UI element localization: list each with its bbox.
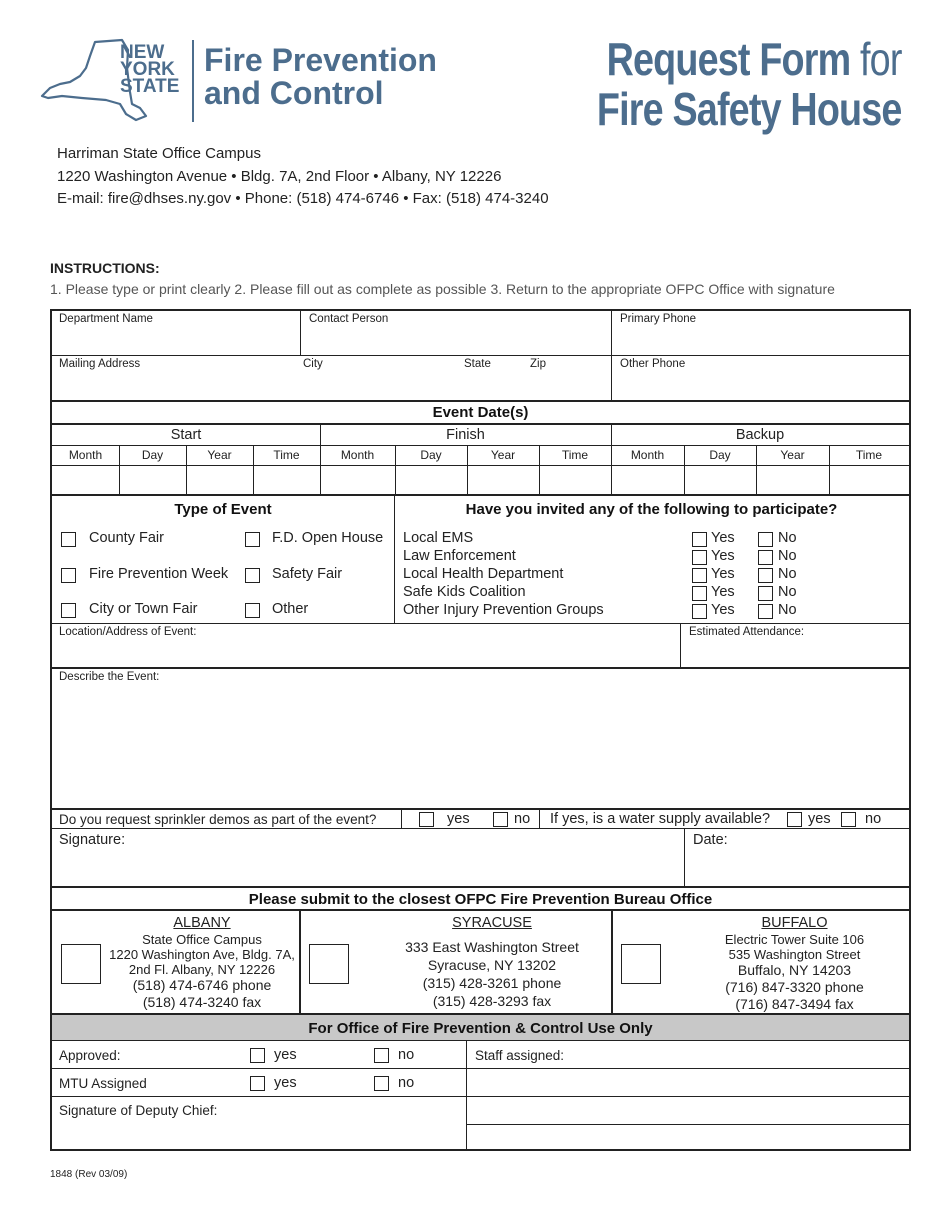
date-col-time-2: Time — [561, 448, 589, 462]
water-no-label: no — [865, 811, 882, 827]
invited-group-label: Local EMS — [403, 530, 474, 546]
invited-no-checkbox[interactable] — [758, 604, 773, 619]
approved-label: Approved: — [59, 1048, 121, 1063]
backup-group-label: Backup — [735, 427, 785, 443]
approved-no-checkbox[interactable] — [374, 1048, 389, 1063]
location-label: Location/Address of Event: — [59, 626, 197, 638]
invited-no-checkbox[interactable] — [758, 550, 773, 565]
attendance-label: Estimated Attendance: — [689, 626, 805, 638]
city-town-fair-label: City or Town Fair — [89, 601, 198, 617]
date-entry-cell[interactable] — [468, 466, 538, 493]
office-use-heading: For Office of Fire Prevention & Control Use Only — [308, 1020, 653, 1037]
form-number: 1848 (Rev 03/09) — [50, 1169, 128, 1180]
syracuse-office: SYRACUSE 333 East Washington Street Syracuse, NY 13202 (315) 428-3261 phone (315) 428-3293 fax — [405, 915, 579, 1009]
contact-person-label: Contact Person — [309, 313, 389, 325]
buffalo-checkbox[interactable] — [621, 944, 661, 984]
county-fair-label: County Fair — [89, 530, 164, 546]
invited-yes-checkbox[interactable] — [692, 568, 707, 583]
date-col-day-2: Day — [420, 448, 442, 462]
date-col-year-2: Year — [490, 448, 516, 462]
date-col-month-2: Month — [340, 448, 375, 462]
invited-yes-label: Yes — [711, 530, 735, 546]
office-address: Harriman State Office Campus 1220 Washington Avenue • Bldg. 7A, 2nd Floor • Albany, NY 12226 E-mail: fire@dhses.ny.gov • Phone: (518) 474-6746 • Fax: (518) 474-3240 — [57, 145, 549, 207]
other-event-label: Other — [272, 601, 309, 617]
invited-group-label: Other Injury Prevention Groups — [403, 602, 604, 618]
type-of-event-heading: Type of Event — [174, 501, 272, 518]
date-entry-cell[interactable] — [254, 466, 319, 493]
invited-no-label: No — [778, 548, 797, 564]
logo-agency-name: Fire Prevention and Control — [204, 42, 437, 111]
date-entry-cell[interactable] — [757, 466, 828, 493]
submit-heading: Please submit to the closest OFPC Fire Prevention Bureau Office — [248, 891, 713, 908]
invited-yes-label: Yes — [711, 602, 735, 618]
water-no-checkbox[interactable] — [841, 812, 856, 827]
date-col-year-3: Year — [780, 448, 805, 462]
date-col-month-1: Month — [68, 448, 103, 462]
invited-no-checkbox[interactable] — [758, 568, 773, 583]
start-group-label: Start — [170, 427, 202, 443]
fire-prevention-week-label: Fire Prevention Week — [89, 566, 229, 582]
fire-prevention-week-checkbox[interactable] — [61, 568, 76, 583]
water-supply-question: If yes, is a water supply available? — [550, 811, 771, 827]
logo-divider — [192, 40, 194, 122]
date-entry-cell[interactable] — [685, 466, 755, 493]
invited-yes-label: Yes — [711, 584, 735, 600]
date-entry-cell[interactable] — [612, 466, 683, 493]
date-label: Date: — [693, 832, 728, 848]
mtu-assigned-label: MTU Assigned — [59, 1076, 147, 1091]
albany-checkbox[interactable] — [61, 944, 101, 984]
sprinkler-no-label: no — [514, 811, 531, 827]
water-yes-label: yes — [808, 811, 831, 827]
invited-group-label: Safe Kids Coalition — [403, 584, 526, 600]
event-dates-heading: Event Date(s) — [432, 404, 529, 421]
approved-no-label: no — [398, 1047, 415, 1063]
date-col-time-1: Time — [273, 448, 300, 462]
staff-assigned-label: Staff assigned: — [475, 1048, 565, 1063]
invited-no-label: No — [778, 530, 797, 546]
state-label: State — [464, 358, 491, 370]
other-event-checkbox[interactable] — [245, 603, 260, 618]
sprinkler-yes-checkbox[interactable] — [419, 812, 434, 827]
albany-office: ALBANY State Office Campus 1220 Washington Ave, Bldg. 7A, 2nd Fl. Albany, NY 12226 (518) 474-6746 phone (518) 474-3240 fax — [109, 915, 295, 1010]
fd-open-house-checkbox[interactable] — [245, 532, 260, 547]
city-label: City — [303, 358, 323, 370]
city-town-fair-checkbox[interactable] — [61, 603, 76, 618]
date-entry-cell[interactable] — [187, 466, 252, 493]
invited-no-label: No — [778, 566, 797, 582]
buffalo-office: BUFFALO Electric Tower Suite 106 535 Washington Street Buffalo, NY 14203 (716) 847-3320 phone (716) 847-3494 fax — [724, 915, 865, 1012]
invited-heading: Have you invited any of the following to participate? — [465, 501, 838, 518]
safety-fair-label: Safety Fair — [272, 566, 343, 582]
invited-group-label: Law Enforcement — [403, 548, 516, 564]
sprinkler-yes-label: yes — [447, 811, 470, 827]
invited-no-label: No — [778, 584, 797, 600]
zip-label: Zip — [530, 358, 546, 370]
instructions-heading: INSTRUCTIONS: — [50, 260, 160, 276]
date-col-month-3: Month — [630, 448, 665, 462]
other-phone-label: Other Phone — [620, 358, 686, 370]
mtu-no-checkbox[interactable] — [374, 1076, 389, 1091]
invited-yes-label: Yes — [711, 548, 735, 564]
sprinkler-no-checkbox[interactable] — [493, 812, 508, 827]
invited-yes-checkbox[interactable] — [692, 550, 707, 565]
county-fair-checkbox[interactable] — [61, 532, 76, 547]
approved-yes-label: yes — [274, 1047, 297, 1063]
instructions-text: 1. Please type or print clearly 2. Please fill out as complete as possible 3. Return to the appropriate OFPC Office with signature — [50, 281, 835, 297]
logo-state-name: NEW YORK STATE — [120, 42, 180, 97]
safety-fair-checkbox[interactable] — [245, 568, 260, 583]
date-entry-cell[interactable] — [321, 466, 394, 493]
signature-label: Signature: — [59, 832, 126, 848]
describe-event-label: Describe the Event: — [59, 671, 160, 683]
invited-yes-label: Yes — [711, 566, 735, 582]
department-name-label: Department Name — [59, 313, 153, 325]
date-col-time-3: Time — [855, 448, 883, 462]
date-col-day-3: Day — [709, 448, 731, 462]
invited-no-checkbox[interactable] — [758, 532, 773, 547]
approved-yes-checkbox[interactable] — [250, 1048, 265, 1063]
date-entry-cell[interactable] — [53, 466, 118, 493]
primary-phone-label: Primary Phone — [620, 313, 697, 325]
deputy-signature-label: Signature of Deputy Chief: — [59, 1103, 218, 1118]
invited-yes-checkbox[interactable] — [692, 604, 707, 619]
water-yes-checkbox[interactable] — [787, 812, 802, 827]
mtu-yes-checkbox[interactable] — [250, 1076, 265, 1091]
fd-open-house-label: F.D. Open House — [272, 530, 384, 546]
finish-group-label: Finish — [446, 427, 485, 443]
mtu-no-label: no — [398, 1075, 415, 1091]
request-form — [50, 309, 911, 1151]
invited-no-label: No — [778, 602, 797, 618]
date-entry-cell[interactable] — [830, 466, 908, 493]
invited-no-checkbox[interactable] — [758, 586, 773, 601]
invited-group-label: Local Health Department — [403, 566, 564, 582]
page-title: Request Form for Fire Safety House — [597, 33, 902, 135]
sprinkler-question: Do you request sprinkler demos as part of the event? — [59, 812, 377, 827]
mtu-yes-label: yes — [274, 1075, 297, 1091]
date-entry-cell[interactable] — [540, 466, 610, 493]
date-col-year-1: Year — [207, 448, 232, 462]
invited-yes-checkbox[interactable] — [692, 532, 707, 547]
date-entry-cell[interactable] — [120, 466, 185, 493]
date-col-day-1: Day — [141, 448, 164, 462]
date-entry-cell[interactable] — [396, 466, 466, 493]
mailing-address-label: Mailing Address — [59, 358, 141, 370]
invited-yes-checkbox[interactable] — [692, 586, 707, 601]
syracuse-checkbox[interactable] — [309, 944, 349, 984]
